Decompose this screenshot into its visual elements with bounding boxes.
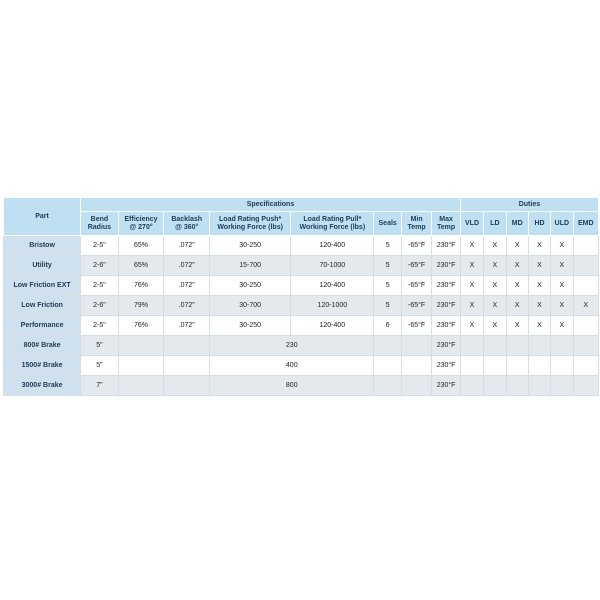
emd-cell bbox=[573, 276, 599, 296]
seals-cell: 5 bbox=[374, 276, 401, 296]
table-row bbox=[4, 316, 599, 336]
empty-cell bbox=[506, 336, 528, 356]
md-header: MD bbox=[506, 212, 528, 236]
empty-cell bbox=[118, 356, 164, 376]
empty-cell bbox=[573, 336, 599, 356]
empty-cell bbox=[528, 376, 550, 396]
table-row bbox=[4, 236, 599, 256]
empty-cell bbox=[118, 336, 164, 356]
empty-cell bbox=[573, 376, 599, 396]
load-push-header: Load Rating Push* Working Force (lbs) bbox=[210, 212, 291, 236]
seals-cell: 5 bbox=[374, 256, 401, 276]
load-pull-cell: 120-400 bbox=[291, 276, 374, 296]
brake-row bbox=[4, 376, 599, 396]
empty-cell bbox=[374, 336, 401, 356]
empty-cell bbox=[551, 356, 573, 376]
uld-cell: X bbox=[551, 296, 573, 316]
part-name: 1500# Brake bbox=[4, 356, 81, 376]
uld-cell: X bbox=[551, 276, 573, 296]
backlash-cell: .072" bbox=[164, 236, 210, 256]
load-push-cell: 30-250 bbox=[210, 276, 291, 296]
empty-cell bbox=[528, 356, 550, 376]
empty-cell bbox=[551, 376, 573, 396]
vld-cell: X bbox=[460, 276, 483, 296]
load-push-cell: 15-700 bbox=[210, 256, 291, 276]
load-rating-cell: 400 bbox=[210, 356, 374, 376]
empty-cell bbox=[573, 356, 599, 376]
backlash-cell: .072" bbox=[164, 296, 210, 316]
load-pull-cell: 120-1000 bbox=[291, 296, 374, 316]
bend-radius-cell: 5" bbox=[81, 356, 119, 376]
vld-cell: X bbox=[460, 316, 483, 336]
load-pull-cell: 120-400 bbox=[291, 316, 374, 336]
max-temp-header: Max Temp bbox=[432, 212, 461, 236]
empty-cell bbox=[484, 336, 506, 356]
empty-cell bbox=[374, 376, 401, 396]
backlash-cell: .072" bbox=[164, 256, 210, 276]
efficiency-cell: 76% bbox=[118, 316, 164, 336]
part-name: Low Friction EXT bbox=[4, 276, 81, 296]
hd-cell: X bbox=[528, 256, 550, 276]
md-cell: X bbox=[506, 276, 528, 296]
load-push-cell: 30-250 bbox=[210, 316, 291, 336]
min-temp-cell: -65°F bbox=[401, 276, 431, 296]
ld-cell: X bbox=[484, 236, 506, 256]
part-name: Bristow bbox=[4, 236, 81, 256]
empty-cell bbox=[164, 376, 210, 396]
hd-cell: X bbox=[528, 276, 550, 296]
empty-cell bbox=[528, 336, 550, 356]
bend-radius-cell: 2-5" bbox=[81, 276, 119, 296]
md-cell: X bbox=[506, 236, 528, 256]
table-row bbox=[4, 296, 599, 316]
backlash-header: Backlash @ 360° bbox=[164, 212, 210, 236]
part-name: 800# Brake bbox=[4, 336, 81, 356]
empty-cell bbox=[164, 336, 210, 356]
bend-radius-cell: 2-6" bbox=[81, 256, 119, 276]
max-temp-cell: 230°F bbox=[432, 316, 461, 336]
emd-header: EMD bbox=[573, 212, 599, 236]
ld-cell: X bbox=[484, 276, 506, 296]
emd-cell bbox=[573, 236, 599, 256]
hd-cell: X bbox=[528, 316, 550, 336]
seals-header: Seals bbox=[374, 212, 401, 236]
part-column-header: Part bbox=[4, 198, 81, 236]
hd-cell: X bbox=[528, 236, 550, 256]
bend-radius-cell: 2-5" bbox=[81, 316, 119, 336]
max-temp-cell: 230°F bbox=[432, 236, 461, 256]
empty-cell bbox=[401, 376, 431, 396]
md-cell: X bbox=[506, 296, 528, 316]
ld-cell: X bbox=[484, 316, 506, 336]
seals-cell: 5 bbox=[374, 236, 401, 256]
brake-row bbox=[4, 356, 599, 376]
min-temp-cell: -65°F bbox=[401, 236, 431, 256]
empty-cell bbox=[401, 336, 431, 356]
load-push-cell: 30-700 bbox=[210, 296, 291, 316]
min-temp-cell: -65°F bbox=[401, 256, 431, 276]
emd-cell bbox=[573, 256, 599, 276]
min-temp-header: Min Temp bbox=[401, 212, 431, 236]
efficiency-cell: 76% bbox=[118, 276, 164, 296]
md-cell: X bbox=[506, 256, 528, 276]
efficiency-cell: 65% bbox=[118, 236, 164, 256]
emd-cell: X bbox=[573, 296, 599, 316]
table-row bbox=[4, 276, 599, 296]
load-rating-cell: 800 bbox=[210, 376, 374, 396]
part-name: Performance bbox=[4, 316, 81, 336]
empty-cell bbox=[506, 376, 528, 396]
load-push-cell: 30-250 bbox=[210, 236, 291, 256]
empty-cell bbox=[460, 376, 483, 396]
duties-group-header: Duties bbox=[460, 198, 598, 212]
uld-cell: X bbox=[551, 316, 573, 336]
load-rating-cell: 230 bbox=[210, 336, 374, 356]
min-temp-cell: -65°F bbox=[401, 316, 431, 336]
bend-radius-cell: 2-5" bbox=[81, 236, 119, 256]
load-pull-header: Load Rating Pull* Working Force (lbs) bbox=[291, 212, 374, 236]
bend-radius-cell: 5" bbox=[81, 336, 119, 356]
part-name: Utility bbox=[4, 256, 81, 276]
empty-cell bbox=[484, 356, 506, 376]
vld-cell: X bbox=[460, 236, 483, 256]
max-temp-cell: 230°F bbox=[432, 376, 461, 396]
empty-cell bbox=[164, 356, 210, 376]
ld-cell: X bbox=[484, 256, 506, 276]
empty-cell bbox=[374, 356, 401, 376]
backlash-cell: .072" bbox=[164, 276, 210, 296]
specifications-table bbox=[3, 197, 599, 396]
max-temp-cell: 230°F bbox=[432, 296, 461, 316]
table-row bbox=[4, 256, 599, 276]
load-pull-cell: 70-1000 bbox=[291, 256, 374, 276]
efficiency-cell: 65% bbox=[118, 256, 164, 276]
max-temp-cell: 230°F bbox=[432, 276, 461, 296]
bend-radius-header: Bend Radius bbox=[81, 212, 119, 236]
empty-cell bbox=[460, 336, 483, 356]
brake-row bbox=[4, 336, 599, 356]
empty-cell bbox=[551, 336, 573, 356]
empty-cell bbox=[118, 376, 164, 396]
empty-cell bbox=[484, 376, 506, 396]
specifications-table-container bbox=[3, 197, 599, 396]
part-name: Low Friction bbox=[4, 296, 81, 316]
empty-cell bbox=[506, 356, 528, 376]
efficiency-cell: 79% bbox=[118, 296, 164, 316]
seals-cell: 6 bbox=[374, 316, 401, 336]
uld-cell: X bbox=[551, 256, 573, 276]
bend-radius-cell: 2-6" bbox=[81, 296, 119, 316]
specifications-group-header: Specifications bbox=[81, 198, 461, 212]
empty-cell bbox=[460, 356, 483, 376]
bend-radius-cell: 7" bbox=[81, 376, 119, 396]
min-temp-cell: -65°F bbox=[401, 296, 431, 316]
uld-header: ULD bbox=[551, 212, 573, 236]
max-temp-cell: 230°F bbox=[432, 356, 461, 376]
vld-header: VLD bbox=[460, 212, 483, 236]
backlash-cell: .072" bbox=[164, 316, 210, 336]
emd-cell bbox=[573, 316, 599, 336]
uld-cell: X bbox=[551, 236, 573, 256]
part-name: 3000# Brake bbox=[4, 376, 81, 396]
vld-cell: X bbox=[460, 296, 483, 316]
max-temp-cell: 230°F bbox=[432, 256, 461, 276]
hd-cell: X bbox=[528, 296, 550, 316]
hd-header: HD bbox=[528, 212, 550, 236]
vld-cell: X bbox=[460, 256, 483, 276]
seals-cell: 5 bbox=[374, 296, 401, 316]
max-temp-cell: 230°F bbox=[432, 336, 461, 356]
empty-cell bbox=[401, 356, 431, 376]
table-body bbox=[4, 236, 599, 396]
load-pull-cell: 120-400 bbox=[291, 236, 374, 256]
md-cell: X bbox=[506, 316, 528, 336]
ld-header: LD bbox=[484, 212, 506, 236]
ld-cell: X bbox=[484, 296, 506, 316]
efficiency-header: Efficiency @ 270° bbox=[118, 212, 164, 236]
